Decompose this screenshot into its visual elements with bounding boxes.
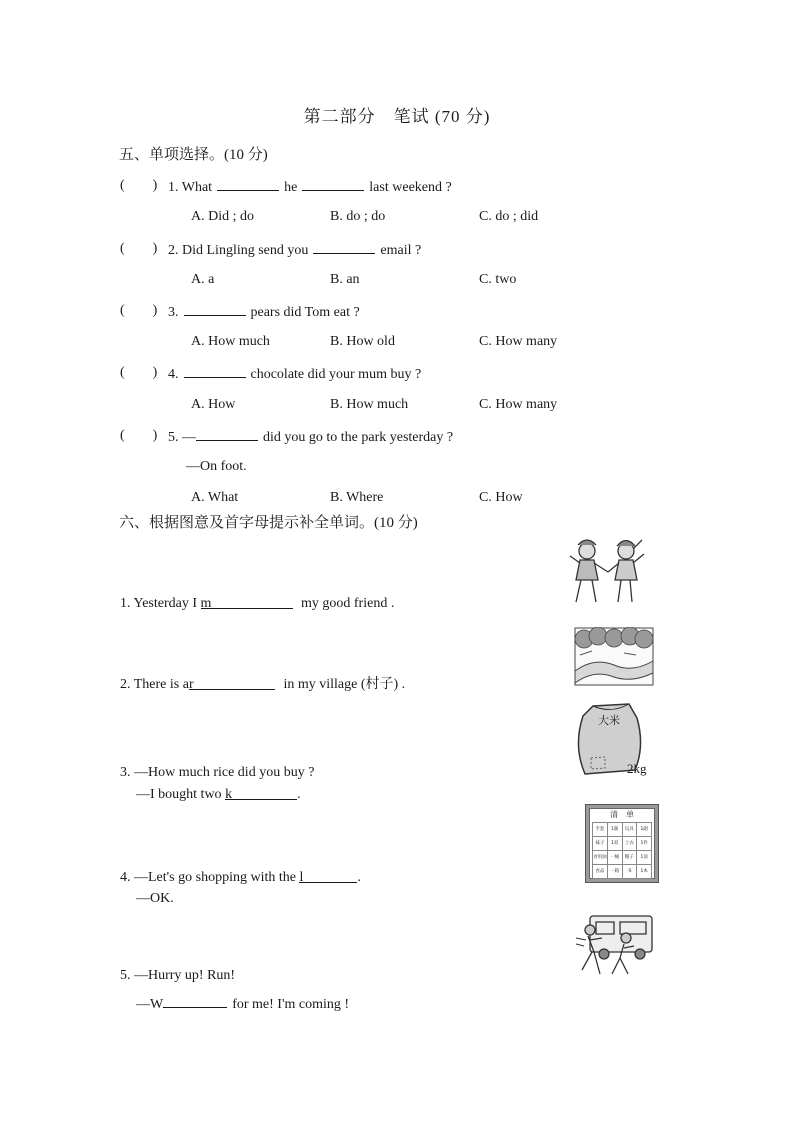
blank-line[interactable]: [313, 240, 375, 254]
question-3: 3. pears did Tom eat ?: [168, 302, 360, 322]
option-c: C. How: [479, 490, 523, 505]
blank-line[interactable]: [217, 177, 279, 191]
option-c: C. How many: [479, 397, 558, 412]
answer-paren[interactable]: ( ): [120, 365, 158, 380]
blank-line[interactable]: k: [225, 786, 297, 800]
question-2: 2. Did Lingling send you email ?: [168, 240, 421, 260]
option-b: B. an: [330, 272, 360, 287]
option-b: B. How much: [330, 397, 409, 412]
option-b: B. How old: [330, 334, 395, 349]
section-5-heading: 五、单项选择。(10 分): [119, 147, 268, 163]
shopping-list-cell: 一箱: [608, 865, 623, 879]
question-4: 4. chocolate did your mum buy ?: [168, 364, 421, 384]
blank-line[interactable]: m: [201, 595, 293, 609]
shopping-list-table: [592, 822, 652, 879]
blank-line[interactable]: [163, 994, 227, 1008]
answer-paren[interactable]: ( ): [120, 178, 158, 193]
shopping-list-cell: 手套: [593, 823, 608, 837]
shopping-list-cell: 帽子: [623, 851, 638, 865]
blank-line[interactable]: r: [189, 676, 275, 690]
answer-paren[interactable]: ( ): [120, 241, 158, 256]
shopping-list-cell: 1顶: [637, 851, 652, 865]
rice-bag-illustration: [571, 702, 653, 778]
shopping-list-cell: 1件: [637, 837, 652, 851]
option-b: B. Where: [330, 490, 384, 505]
fill-item-5: 5. —Hurry up! Run!: [120, 968, 236, 983]
blank-line[interactable]: l: [299, 869, 357, 883]
shopping-list-cell: 食用油: [593, 851, 608, 865]
shopping-list-cell: 一桶: [608, 851, 623, 865]
river-illustration: [574, 627, 654, 686]
answer-paren[interactable]: ( ): [120, 428, 158, 443]
blank-line[interactable]: [184, 302, 246, 316]
shopping-list-cell: 袜子: [593, 837, 608, 851]
shopping-list-cell: 1副: [608, 823, 623, 837]
fill-item-1: 1. Yesterday I m my good friend .: [120, 596, 395, 611]
blank-line[interactable]: [184, 364, 246, 378]
shopping-list-illustration: [585, 804, 659, 883]
shopping-list-cell: 1本: [637, 865, 652, 879]
shopping-list-title: 清 单: [610, 810, 634, 819]
blank-line[interactable]: [196, 427, 258, 441]
option-a: A. a: [191, 272, 215, 287]
option-c: C. two: [479, 272, 517, 287]
fill-item-3: 3. —How much rice did you buy ?: [120, 765, 315, 780]
shopping-list-cell: 食品: [593, 865, 608, 879]
shopping-list-cell: 1双: [608, 837, 623, 851]
rice-bag-weight: 2kg: [627, 761, 647, 776]
option-a: A. How: [191, 397, 236, 412]
fill-item-4: 4. —Let's go shopping with the l .: [120, 870, 361, 885]
option-c: C. How many: [479, 334, 558, 349]
option-b: B. do ; do: [330, 209, 386, 224]
fill-item-3-reply: —I bought two k .: [136, 787, 301, 802]
page-title: 第二部分 笔试 (70 分): [303, 107, 491, 126]
pushing-bus-illustration: [574, 910, 656, 978]
fill-item-2: 2. There is ar in my village (村子) .: [120, 677, 406, 692]
section-6-heading: 六、根据图意及首字母提示补全单词。(10 分): [119, 515, 418, 531]
question-1: 1. What he last weekend ?: [168, 177, 452, 197]
shopping-list-cell: 上衣: [623, 837, 638, 851]
question-5-answer-line: —On foot.: [186, 459, 247, 474]
fill-item-4-reply: —OK.: [136, 891, 174, 906]
option-c: C. do ; did: [479, 209, 539, 224]
rice-bag-label: 大米: [598, 714, 620, 727]
option-a: A. What: [191, 490, 239, 505]
two-girls-illustration: [566, 536, 650, 608]
question-5: 5. — did you go to the park yesterday ?: [168, 427, 453, 447]
answer-paren[interactable]: ( ): [120, 303, 158, 318]
fill-item-5-reply: —W for me! I'm coming !: [136, 994, 349, 1014]
option-a: A. How much: [191, 334, 270, 349]
blank-line[interactable]: [302, 177, 364, 191]
shopping-list-cell: 玩具: [623, 823, 638, 837]
shopping-list-cell: 1副: [637, 823, 652, 837]
shopping-list-cell: 书: [623, 865, 638, 879]
option-a: A. Did ; do: [191, 209, 254, 224]
